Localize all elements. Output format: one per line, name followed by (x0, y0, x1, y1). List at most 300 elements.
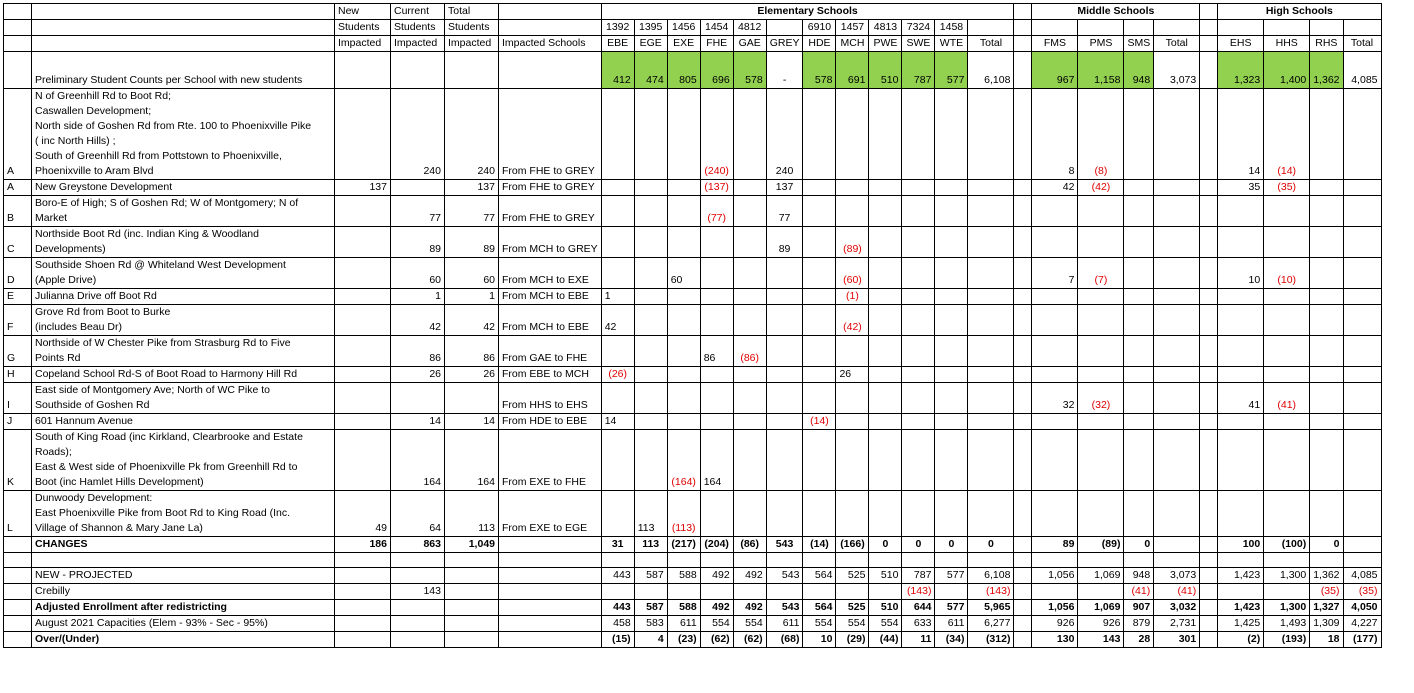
value-cell[interactable]: 587 (634, 600, 667, 616)
value-cell[interactable] (1310, 305, 1343, 336)
preliminary-label[interactable]: Preliminary Student Counts per School with new students (32, 52, 335, 89)
value-cell[interactable]: 1,056 (1032, 600, 1078, 616)
value-cell[interactable]: 577 (935, 52, 968, 89)
value-cell[interactable]: 164 (700, 430, 733, 491)
value-cell[interactable] (836, 180, 869, 196)
school-code[interactable]: 1456 (667, 20, 700, 36)
value-cell[interactable]: 100 (1218, 537, 1264, 553)
value-cell[interactable] (1032, 584, 1078, 600)
value-cell[interactable] (1078, 367, 1124, 383)
value-cell[interactable] (1078, 289, 1124, 305)
value-cell[interactable] (1078, 430, 1124, 491)
area-description[interactable] (32, 180, 335, 196)
new-students-header[interactable]: Impacted (335, 36, 391, 52)
area-letter[interactable]: H (4, 367, 32, 383)
value-cell[interactable]: (100) (1264, 537, 1310, 553)
value-cell[interactable] (1032, 367, 1078, 383)
value-cell[interactable]: (312) (968, 632, 1014, 648)
value-cell[interactable] (803, 584, 836, 600)
value-cell[interactable] (1310, 367, 1343, 383)
value-cell[interactable]: 577 (935, 568, 968, 584)
value-cell[interactable] (733, 289, 766, 305)
current-students-header[interactable]: Current (391, 4, 445, 20)
total-students[interactable] (445, 383, 499, 414)
cell[interactable] (1124, 20, 1154, 36)
value-cell[interactable]: 1,362 (1310, 568, 1343, 584)
value-cell[interactable]: 644 (902, 600, 935, 616)
adjusted-label[interactable]: Adjusted Enrollment after redistricting (32, 600, 335, 616)
value-cell[interactable] (1343, 367, 1381, 383)
new-students[interactable] (335, 258, 391, 289)
value-cell[interactable]: 26 (836, 367, 869, 383)
new-students[interactable] (335, 196, 391, 227)
current-students[interactable]: 164 (391, 430, 445, 491)
value-cell[interactable]: 458 (601, 616, 634, 632)
value-cell[interactable]: (14) (803, 414, 836, 430)
cell[interactable] (836, 553, 869, 568)
cell[interactable] (1154, 553, 1200, 568)
value-cell[interactable] (1078, 305, 1124, 336)
value-cell[interactable]: 86 (700, 336, 733, 367)
value-cell[interactable] (1343, 89, 1381, 180)
area-description[interactable] (32, 196, 335, 227)
value-cell[interactable]: 0 (902, 537, 935, 553)
value-cell[interactable]: 412 (601, 52, 634, 89)
value-cell[interactable] (968, 89, 1014, 180)
school-name[interactable]: GAE (733, 36, 766, 52)
value-cell[interactable] (667, 180, 700, 196)
impacted-schools[interactable]: From EXE to EGE (499, 491, 602, 537)
value-cell[interactable]: 691 (836, 52, 869, 89)
school-name[interactable]: Total (1343, 36, 1381, 52)
area-description[interactable] (32, 89, 335, 180)
value-cell[interactable] (1154, 89, 1200, 180)
total-students-header[interactable]: Students (445, 20, 499, 36)
current-students-total[interactable]: 863 (391, 537, 445, 553)
value-cell[interactable] (1310, 336, 1343, 367)
value-cell[interactable]: 554 (733, 616, 766, 632)
area-description[interactable] (32, 491, 335, 537)
value-cell[interactable] (1218, 336, 1264, 367)
value-cell[interactable] (667, 414, 700, 430)
cell[interactable] (968, 553, 1014, 568)
value-cell[interactable] (766, 367, 803, 383)
value-cell[interactable] (935, 305, 968, 336)
value-cell[interactable]: 6,108 (968, 568, 1014, 584)
value-cell[interactable]: 554 (836, 616, 869, 632)
value-cell[interactable] (968, 196, 1014, 227)
cell[interactable] (634, 553, 667, 568)
value-cell[interactable] (700, 227, 733, 258)
school-name[interactable]: Total (1154, 36, 1200, 52)
value-cell[interactable] (1124, 367, 1154, 383)
value-cell[interactable]: 578 (733, 52, 766, 89)
value-cell[interactable]: 543 (766, 568, 803, 584)
value-cell[interactable]: 3,073 (1154, 52, 1200, 89)
value-cell[interactable]: (15) (601, 632, 634, 648)
value-cell[interactable]: 926 (1078, 616, 1124, 632)
current-students-header[interactable]: Students (391, 20, 445, 36)
value-cell[interactable] (1124, 414, 1154, 430)
school-code[interactable]: 1457 (836, 20, 869, 36)
area-letter[interactable]: E (4, 289, 32, 305)
value-cell[interactable] (1154, 305, 1200, 336)
cell[interactable] (1343, 553, 1381, 568)
cell[interactable] (391, 52, 445, 89)
value-cell[interactable]: 14 (1218, 89, 1264, 180)
cell[interactable] (1032, 553, 1078, 568)
value-cell[interactable]: 1,362 (1310, 52, 1343, 89)
value-cell[interactable]: (68) (766, 632, 803, 648)
value-cell[interactable]: 1,300 (1264, 568, 1310, 584)
current-students[interactable]: 42 (391, 305, 445, 336)
cell[interactable] (803, 553, 836, 568)
value-cell[interactable] (1154, 196, 1200, 227)
value-cell[interactable]: (41) (1124, 584, 1154, 600)
impacted-schools[interactable]: From GAE to FHE (499, 336, 602, 367)
area-description[interactable] (32, 383, 335, 414)
value-cell[interactable] (733, 584, 766, 600)
school-name[interactable]: PWE (869, 36, 902, 52)
value-cell[interactable] (1264, 196, 1310, 227)
value-cell[interactable]: 6,108 (968, 52, 1014, 89)
value-cell[interactable]: 588 (667, 568, 700, 584)
value-cell[interactable]: 926 (1032, 616, 1078, 632)
value-cell[interactable]: 696 (700, 52, 733, 89)
value-cell[interactable] (803, 89, 836, 180)
school-code[interactable]: 4812 (733, 20, 766, 36)
value-cell[interactable] (1124, 89, 1154, 180)
value-cell[interactable] (968, 414, 1014, 430)
total-students[interactable]: 164 (445, 430, 499, 491)
value-cell[interactable]: (143) (968, 584, 1014, 600)
value-cell[interactable] (1264, 227, 1310, 258)
school-code[interactable] (766, 20, 803, 36)
cell[interactable] (445, 584, 499, 600)
value-cell[interactable]: 1,327 (1310, 600, 1343, 616)
school-name[interactable]: HHS (1264, 36, 1310, 52)
value-cell[interactable]: 492 (700, 600, 733, 616)
value-cell[interactable] (968, 180, 1014, 196)
value-cell[interactable]: 42 (1032, 180, 1078, 196)
area-description[interactable] (32, 305, 335, 336)
cell[interactable] (499, 20, 602, 36)
value-cell[interactable] (902, 336, 935, 367)
area-description[interactable] (32, 430, 335, 491)
value-cell[interactable] (1154, 414, 1200, 430)
value-cell[interactable]: 510 (869, 568, 902, 584)
impacted-schools[interactable]: From EBE to MCH (499, 367, 602, 383)
value-cell[interactable] (634, 227, 667, 258)
cell[interactable] (4, 600, 32, 616)
value-cell[interactable]: (35) (1310, 584, 1343, 600)
new-students-header[interactable]: Students (335, 20, 391, 36)
value-cell[interactable] (1032, 336, 1078, 367)
cell[interactable] (335, 553, 391, 568)
value-cell[interactable] (803, 491, 836, 537)
school-name[interactable]: EBE (601, 36, 634, 52)
value-cell[interactable]: 60 (667, 258, 700, 289)
value-cell[interactable] (1310, 258, 1343, 289)
value-cell[interactable] (1032, 491, 1078, 537)
new-students[interactable] (335, 414, 391, 430)
value-cell[interactable]: 0 (935, 537, 968, 553)
cell[interactable] (902, 553, 935, 568)
value-cell[interactable]: (217) (667, 537, 700, 553)
value-cell[interactable]: (35) (1264, 180, 1310, 196)
cell[interactable] (391, 553, 445, 568)
area-letter[interactable]: J (4, 414, 32, 430)
value-cell[interactable]: (34) (935, 632, 968, 648)
current-students[interactable]: 77 (391, 196, 445, 227)
school-code[interactable]: 4813 (869, 20, 902, 36)
capacities-label[interactable]: August 2021 Capacities (Elem - 93% - Sec - 95%) (32, 616, 335, 632)
area-description[interactable] (32, 258, 335, 289)
value-cell[interactable]: (143) (902, 584, 935, 600)
value-cell[interactable] (902, 258, 935, 289)
value-cell[interactable]: (1) (836, 289, 869, 305)
area-description[interactable] (32, 414, 335, 430)
value-cell[interactable]: 1,423 (1218, 600, 1264, 616)
value-cell[interactable] (968, 227, 1014, 258)
value-cell[interactable] (1218, 584, 1264, 600)
value-cell[interactable] (1124, 196, 1154, 227)
value-cell[interactable] (803, 305, 836, 336)
value-cell[interactable]: (240) (700, 89, 733, 180)
value-cell[interactable] (836, 89, 869, 180)
area-letter[interactable]: K (4, 430, 32, 491)
current-students[interactable]: 26 (391, 367, 445, 383)
value-cell[interactable] (1154, 491, 1200, 537)
new-students[interactable]: 137 (335, 180, 391, 196)
total-students-header[interactable]: Impacted (445, 36, 499, 52)
value-cell[interactable] (634, 89, 667, 180)
value-cell[interactable] (1218, 196, 1264, 227)
new-students[interactable] (335, 289, 391, 305)
value-cell[interactable] (1218, 491, 1264, 537)
value-cell[interactable]: 554 (803, 616, 836, 632)
changes-label[interactable]: CHANGES (32, 537, 335, 553)
area-letter[interactable]: G (4, 336, 32, 367)
cell[interactable] (32, 36, 335, 52)
value-cell[interactable] (634, 258, 667, 289)
value-cell[interactable] (634, 336, 667, 367)
value-cell[interactable]: (177) (1343, 632, 1381, 648)
value-cell[interactable] (766, 584, 803, 600)
value-cell[interactable]: 7 (1032, 258, 1078, 289)
value-cell[interactable] (601, 180, 634, 196)
projected-label[interactable]: NEW - PROJECTED (32, 568, 335, 584)
value-cell[interactable] (935, 289, 968, 305)
school-name[interactable]: Total (968, 36, 1014, 52)
cell[interactable] (1078, 553, 1124, 568)
value-cell[interactable] (667, 367, 700, 383)
value-cell[interactable]: 143 (1078, 632, 1124, 648)
value-cell[interactable]: 543 (766, 600, 803, 616)
value-cell[interactable] (634, 305, 667, 336)
value-cell[interactable] (836, 584, 869, 600)
current-students[interactable]: 143 (391, 584, 445, 600)
school-name[interactable]: EGE (634, 36, 667, 52)
value-cell[interactable]: (137) (700, 180, 733, 196)
cell[interactable] (1154, 20, 1200, 36)
value-cell[interactable] (902, 196, 935, 227)
value-cell[interactable] (1078, 584, 1124, 600)
value-cell[interactable]: 18 (1310, 632, 1343, 648)
value-cell[interactable] (766, 430, 803, 491)
value-cell[interactable]: 967 (1032, 52, 1078, 89)
value-cell[interactable] (601, 89, 634, 180)
total-students[interactable]: 42 (445, 305, 499, 336)
value-cell[interactable] (1264, 491, 1310, 537)
value-cell[interactable]: 588 (667, 600, 700, 616)
value-cell[interactable]: 611 (667, 616, 700, 632)
current-students[interactable]: 1 (391, 289, 445, 305)
value-cell[interactable] (1310, 180, 1343, 196)
value-cell[interactable] (869, 491, 902, 537)
value-cell[interactable] (1032, 430, 1078, 491)
school-name[interactable]: SWE (902, 36, 935, 52)
value-cell[interactable] (1078, 227, 1124, 258)
value-cell[interactable]: - (766, 52, 803, 89)
value-cell[interactable]: (89) (836, 227, 869, 258)
new-students[interactable] (335, 336, 391, 367)
value-cell[interactable] (836, 196, 869, 227)
cell[interactable] (1032, 20, 1078, 36)
cell[interactable] (499, 616, 602, 632)
value-cell[interactable] (935, 367, 968, 383)
cell[interactable] (766, 553, 803, 568)
value-cell[interactable] (700, 383, 733, 414)
value-cell[interactable] (667, 383, 700, 414)
impacted-schools[interactable]: From MCH to EBE (499, 289, 602, 305)
value-cell[interactable] (869, 258, 902, 289)
school-code[interactable] (968, 20, 1014, 36)
value-cell[interactable]: 77 (766, 196, 803, 227)
elementary-schools-title[interactable]: Elementary Schools (601, 4, 1014, 20)
value-cell[interactable]: (86) (733, 336, 766, 367)
value-cell[interactable] (1343, 196, 1381, 227)
value-cell[interactable] (1154, 336, 1200, 367)
value-cell[interactable]: 240 (766, 89, 803, 180)
value-cell[interactable]: 611 (935, 616, 968, 632)
school-name[interactable]: MCH (836, 36, 869, 52)
value-cell[interactable] (803, 430, 836, 491)
value-cell[interactable] (1343, 491, 1381, 537)
area-description[interactable] (32, 367, 335, 383)
cell[interactable] (499, 584, 602, 600)
value-cell[interactable]: 492 (700, 568, 733, 584)
cell[interactable] (667, 553, 700, 568)
value-cell[interactable] (869, 430, 902, 491)
value-cell[interactable] (1343, 289, 1381, 305)
value-cell[interactable]: (23) (667, 632, 700, 648)
value-cell[interactable]: (8) (1078, 89, 1124, 180)
cell[interactable] (391, 568, 445, 584)
value-cell[interactable]: (113) (667, 491, 700, 537)
value-cell[interactable] (1264, 289, 1310, 305)
value-cell[interactable]: 4,085 (1343, 52, 1381, 89)
cell[interactable] (1343, 20, 1381, 36)
value-cell[interactable]: 1 (601, 289, 634, 305)
value-cell[interactable]: (62) (700, 632, 733, 648)
value-cell[interactable] (634, 414, 667, 430)
cell[interactable] (1218, 20, 1264, 36)
value-cell[interactable] (1154, 383, 1200, 414)
value-cell[interactable] (902, 227, 935, 258)
value-cell[interactable]: 492 (733, 600, 766, 616)
value-cell[interactable] (869, 89, 902, 180)
value-cell[interactable] (1343, 383, 1381, 414)
total-students[interactable]: 26 (445, 367, 499, 383)
value-cell[interactable] (667, 336, 700, 367)
value-cell[interactable]: 42 (601, 305, 634, 336)
value-cell[interactable] (836, 491, 869, 537)
value-cell[interactable] (1124, 430, 1154, 491)
value-cell[interactable]: 10 (803, 632, 836, 648)
total-students[interactable]: 1 (445, 289, 499, 305)
value-cell[interactable] (803, 227, 836, 258)
value-cell[interactable] (1032, 289, 1078, 305)
area-letter[interactable]: I (4, 383, 32, 414)
value-cell[interactable]: 1,493 (1264, 616, 1310, 632)
value-cell[interactable]: 633 (902, 616, 935, 632)
value-cell[interactable] (902, 383, 935, 414)
value-cell[interactable] (1310, 227, 1343, 258)
impacted-schools[interactable]: From MCH to EBE (499, 305, 602, 336)
value-cell[interactable]: 41 (1218, 383, 1264, 414)
cell[interactable] (1264, 20, 1310, 36)
value-cell[interactable] (601, 258, 634, 289)
cell[interactable] (869, 553, 902, 568)
value-cell[interactable]: 113 (634, 537, 667, 553)
value-cell[interactable] (1078, 491, 1124, 537)
value-cell[interactable]: (41) (1154, 584, 1200, 600)
value-cell[interactable]: 578 (803, 52, 836, 89)
value-cell[interactable] (836, 430, 869, 491)
area-letter[interactable]: A (4, 89, 32, 180)
value-cell[interactable] (1154, 180, 1200, 196)
cell[interactable] (499, 600, 602, 616)
value-cell[interactable] (1078, 196, 1124, 227)
middle-schools-title[interactable]: Middle Schools (1032, 4, 1200, 20)
value-cell[interactable]: 611 (766, 616, 803, 632)
value-cell[interactable] (601, 383, 634, 414)
value-cell[interactable]: (14) (1264, 89, 1310, 180)
value-cell[interactable] (700, 305, 733, 336)
value-cell[interactable] (968, 305, 1014, 336)
total-students[interactable]: 14 (445, 414, 499, 430)
value-cell[interactable]: 907 (1124, 600, 1154, 616)
area-description[interactable] (32, 227, 335, 258)
value-cell[interactable]: 5,965 (968, 600, 1014, 616)
value-cell[interactable]: 1,069 (1078, 600, 1124, 616)
value-cell[interactable] (1310, 430, 1343, 491)
cell[interactable] (335, 568, 391, 584)
value-cell[interactable]: 805 (667, 52, 700, 89)
new-students[interactable] (335, 383, 391, 414)
crebilly-label[interactable]: Crebilly (32, 584, 335, 600)
value-cell[interactable]: (89) (1078, 537, 1124, 553)
value-cell[interactable] (634, 180, 667, 196)
value-cell[interactable]: (60) (836, 258, 869, 289)
value-cell[interactable] (733, 383, 766, 414)
value-cell[interactable] (667, 584, 700, 600)
value-cell[interactable]: (2) (1218, 632, 1264, 648)
cell[interactable] (499, 537, 602, 553)
value-cell[interactable] (733, 180, 766, 196)
area-letter[interactable]: F (4, 305, 32, 336)
